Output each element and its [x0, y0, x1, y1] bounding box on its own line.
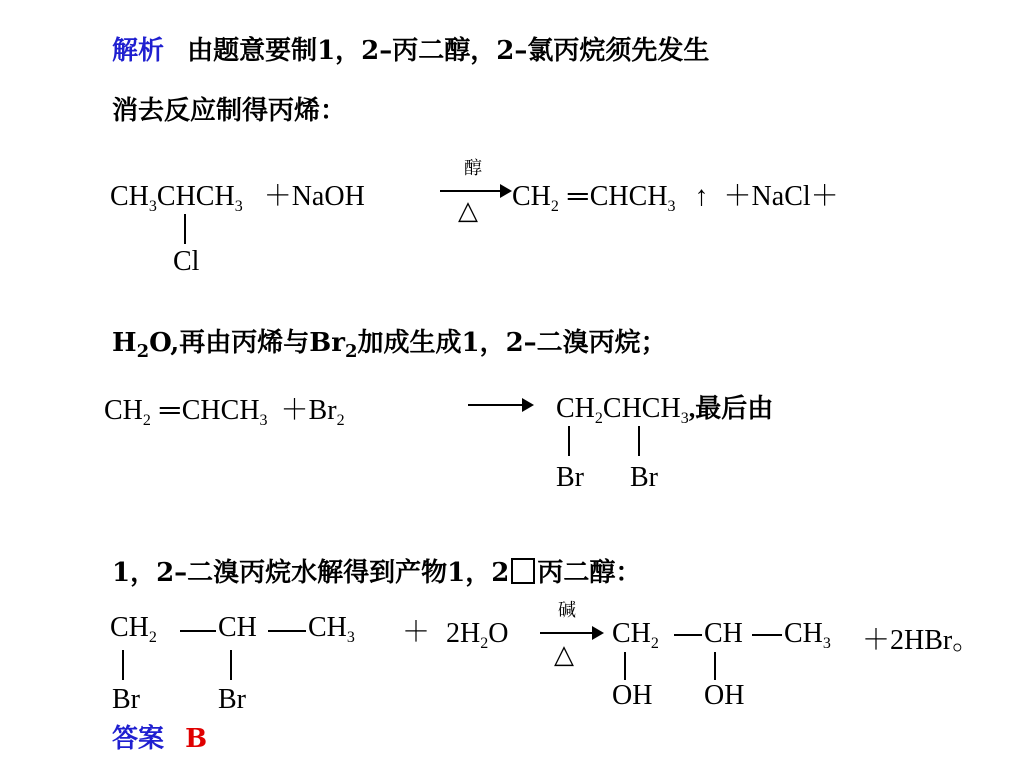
reaction1-substituent: Cl	[173, 246, 200, 277]
reaction2-arrow-line	[468, 404, 528, 406]
reaction2-bond-br1	[568, 426, 570, 456]
gas-arrow-icon: ↑	[694, 181, 709, 212]
reaction3-p-sub2: OH	[704, 680, 745, 711]
reaction3-reactant: $CH_2$	[110, 612, 157, 646]
analysis-line2: 消去反应制得丙烯：	[112, 96, 347, 126]
reaction3-r-sub1: Br	[112, 684, 140, 715]
reaction1-arrow-line	[440, 190, 506, 192]
reaction3-product-1: $CH_2$	[612, 618, 659, 652]
reaction1-condition-top: 醇	[464, 158, 482, 179]
reaction3-tail: ＋2HBr。	[862, 625, 981, 656]
reaction3-p-bond1	[674, 634, 702, 636]
step2-text: $H_2O$,再由丙烯与$Br_2$加成生成1，2–二溴丙烷；	[112, 328, 667, 362]
placeholder-box	[511, 558, 535, 584]
reaction2-sub2: Br	[630, 462, 658, 493]
reaction3-reactant-3: $CH_3$	[308, 612, 355, 646]
reaction3-water: $2H_2O$	[446, 618, 509, 652]
reaction3-r-sub2: Br	[218, 684, 246, 715]
reaction3-condition-bottom: △	[554, 640, 574, 670]
analysis-label: 解析	[112, 36, 165, 66]
reaction3-plus: ＋	[402, 617, 431, 648]
reaction3-p-bond-oh1	[624, 652, 626, 680]
reaction1-arrow-head	[500, 184, 512, 198]
reaction3-condition-top: 碱	[558, 600, 576, 621]
analysis-line1: 由题意要制1，2–丙二醇，2–氯丙烷须先发生	[187, 36, 710, 66]
answer-value: B	[185, 724, 208, 754]
reaction3-product-3: $CH_3$	[784, 618, 831, 652]
reaction3-reactant-2: CH	[218, 612, 257, 643]
reaction1-equation: $CH_3CHCH_3$ ＋NaOH	[110, 181, 365, 215]
reaction3-p-bond-oh2	[714, 652, 716, 680]
reaction1-bond-cl	[184, 214, 186, 244]
reaction3-p-sub1: OH	[612, 680, 653, 711]
answer-line	[112, 718, 207, 755]
reaction2-product: $CH_2CHCH_3$,最后由	[556, 393, 774, 427]
reaction3-r-bond2	[268, 630, 306, 632]
reaction1-products: $CH_2$ $═CHCH_3$ ↑ ＋NaCl＋	[512, 181, 839, 215]
reaction2-reactants: $CH_2$ $═CHCH_3 +Br_2$	[104, 395, 345, 429]
reaction3-r-bond1	[180, 630, 216, 632]
analysis-paragraph	[112, 30, 709, 67]
reaction3-r-bond-br1	[122, 650, 124, 680]
reaction2-arrow-head	[522, 398, 534, 412]
reaction3-arrow-line	[540, 632, 598, 634]
reaction3-product-2: CH	[704, 618, 743, 649]
reaction3-p-bond2	[752, 634, 782, 636]
reaction2-sub1: Br	[556, 462, 584, 493]
reaction3-arrow-head	[592, 626, 604, 640]
step3-text: 1，2–二溴丙烷水解得到产物1，2 丙二醇：	[112, 558, 642, 588]
reaction3-r-bond-br2	[230, 650, 232, 680]
answer-label: 答案	[112, 724, 165, 754]
reaction2-bond-br2	[638, 426, 640, 456]
reaction1-condition-bottom: △	[458, 196, 478, 226]
